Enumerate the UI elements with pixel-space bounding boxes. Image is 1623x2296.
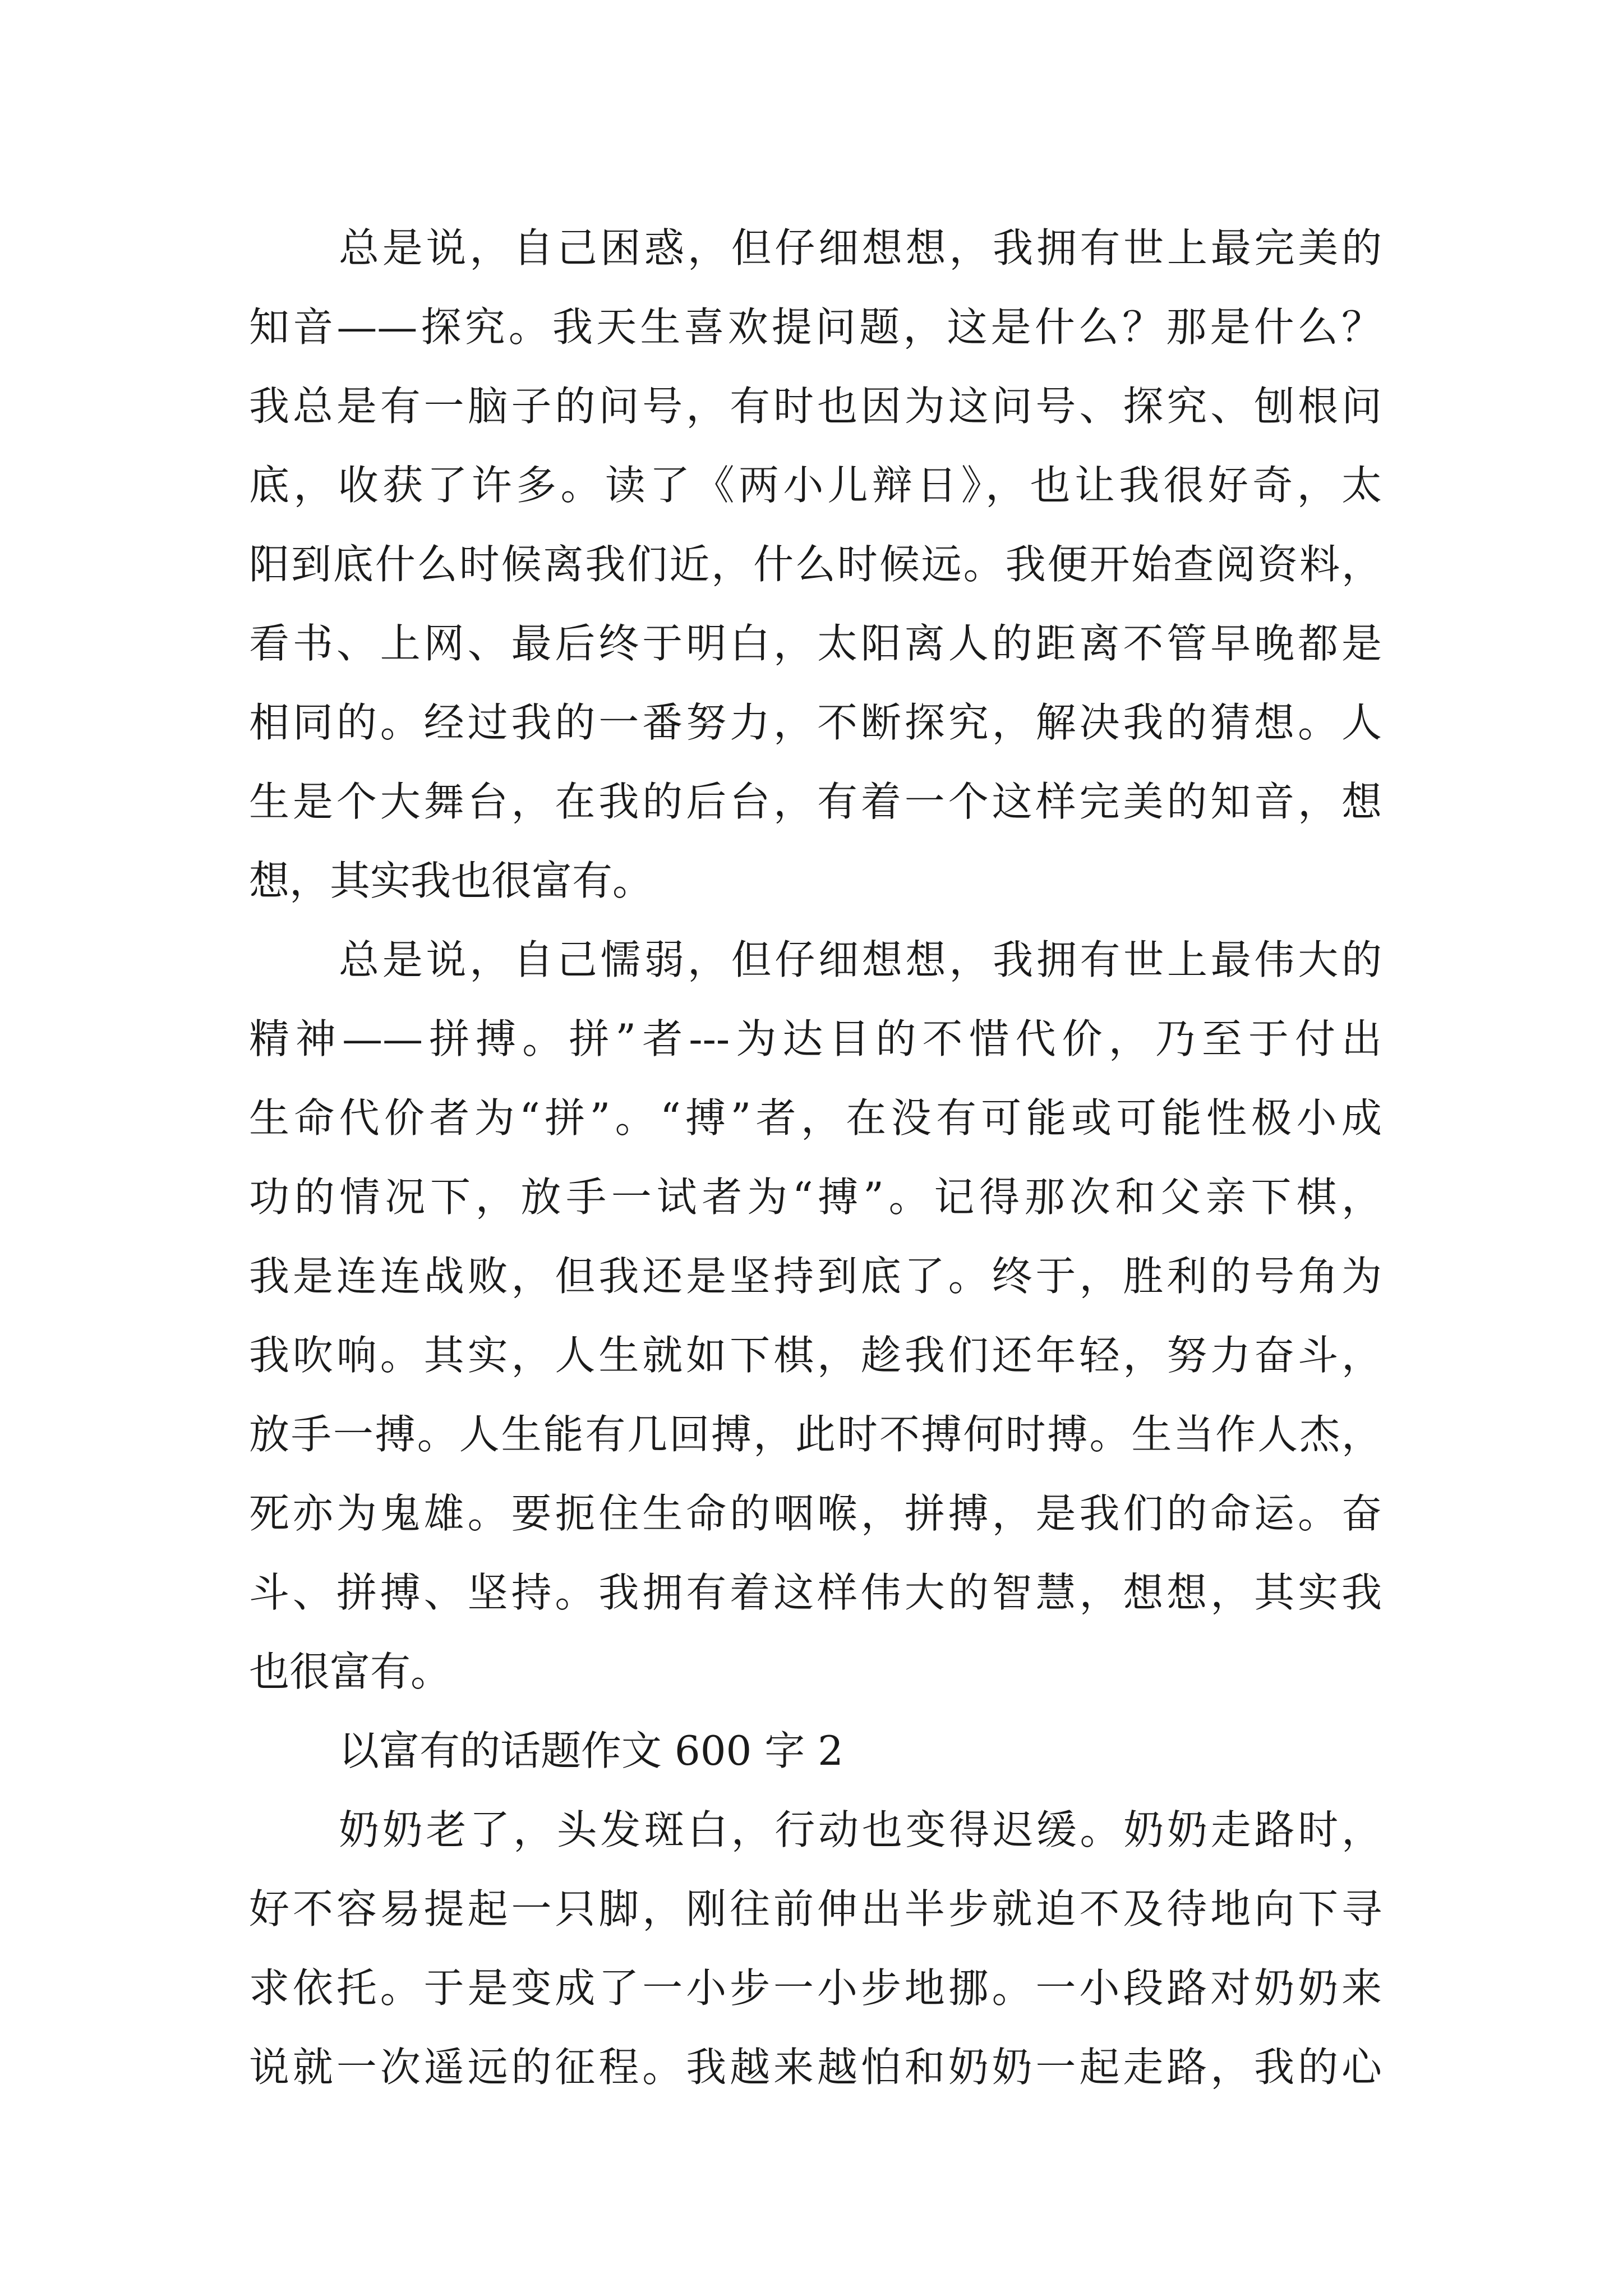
text-line: 底，收获了许多。读了《两小儿辩日》，也让我很好奇，太 — [249, 462, 1382, 509]
text-line: 说就一次遥远的征程。我越来越怕和奶奶一起走路，我的心 — [249, 2044, 1382, 2091]
text-line: 生命代价者为“拼”。“搏”者，在没有可能或可能性极小成 — [249, 1094, 1382, 1142]
text-line: 也很富有。 — [249, 1648, 451, 1695]
text-line: 阳到底什么时候离我们近，什么时候远。我便开始查阅资料， — [249, 541, 1382, 588]
text-line: 斗、拼搏、坚持。我拥有着这样伟大的智慧，想想，其实我 — [249, 1569, 1382, 1616]
text-line: 精神——拼搏。拼”者---为达目的不惜代价，乃至于付出 — [249, 1015, 1382, 1062]
text-line: 我总是有一脑子的问号，有时也因为这问号、探究、刨根问 — [249, 383, 1382, 430]
text-line: 总是说，自己困惑，但仔细想想，我拥有世上最完美的 — [339, 224, 1382, 272]
text-line: 功的情况下，放手一试者为“搏”。记得那次和父亲下棋， — [249, 1174, 1382, 1221]
text-line: 求依托。于是变成了一小步一小步地挪。一小段路对奶奶来 — [249, 1964, 1382, 2012]
text-line: 想，其实我也很富有。 — [249, 857, 653, 904]
text-line: 以富有的话题作文 600 字 2 — [339, 1727, 843, 1774]
text-line: 相同的。经过我的一番努力，不断探究，解决我的猜想。人 — [249, 699, 1382, 746]
text-line: 我吹响。其实，人生就如下棋，趁我们还年轻，努力奋斗， — [249, 1332, 1382, 1379]
text-line: 总是说，自己懦弱，但仔细想想，我拥有世上最伟大的 — [339, 936, 1382, 983]
text-line: 我是连连战败，但我还是坚持到底了。终于，胜利的号角为 — [249, 1253, 1382, 1300]
text-line: 好不容易提起一只脚，刚往前伸出半步就迫不及待地向下寻 — [249, 1885, 1382, 1932]
text-line: 奶奶老了，头发斑白，行动也变得迟缓。奶奶走路时， — [339, 1806, 1382, 1853]
text-line: 放手一搏。人生能有几回搏，此时不搏何时搏。生当作人杰， — [249, 1411, 1382, 1458]
text-line: 死亦为鬼雄。要扼住生命的咽喉，拼搏，是我们的命运。奋 — [249, 1490, 1382, 1537]
text-line: 知音——探究。我天生喜欢提问题，这是什么？那是什么？ — [249, 303, 1382, 351]
document-body — [249, 209, 1382, 2107]
text-line: 生是个大舞台，在我的后台，有着一个这样完美的知音，想 — [249, 778, 1382, 825]
text-line: 看书、上网、最后终于明白，太阳离人的距离不管早晚都是 — [249, 620, 1382, 667]
